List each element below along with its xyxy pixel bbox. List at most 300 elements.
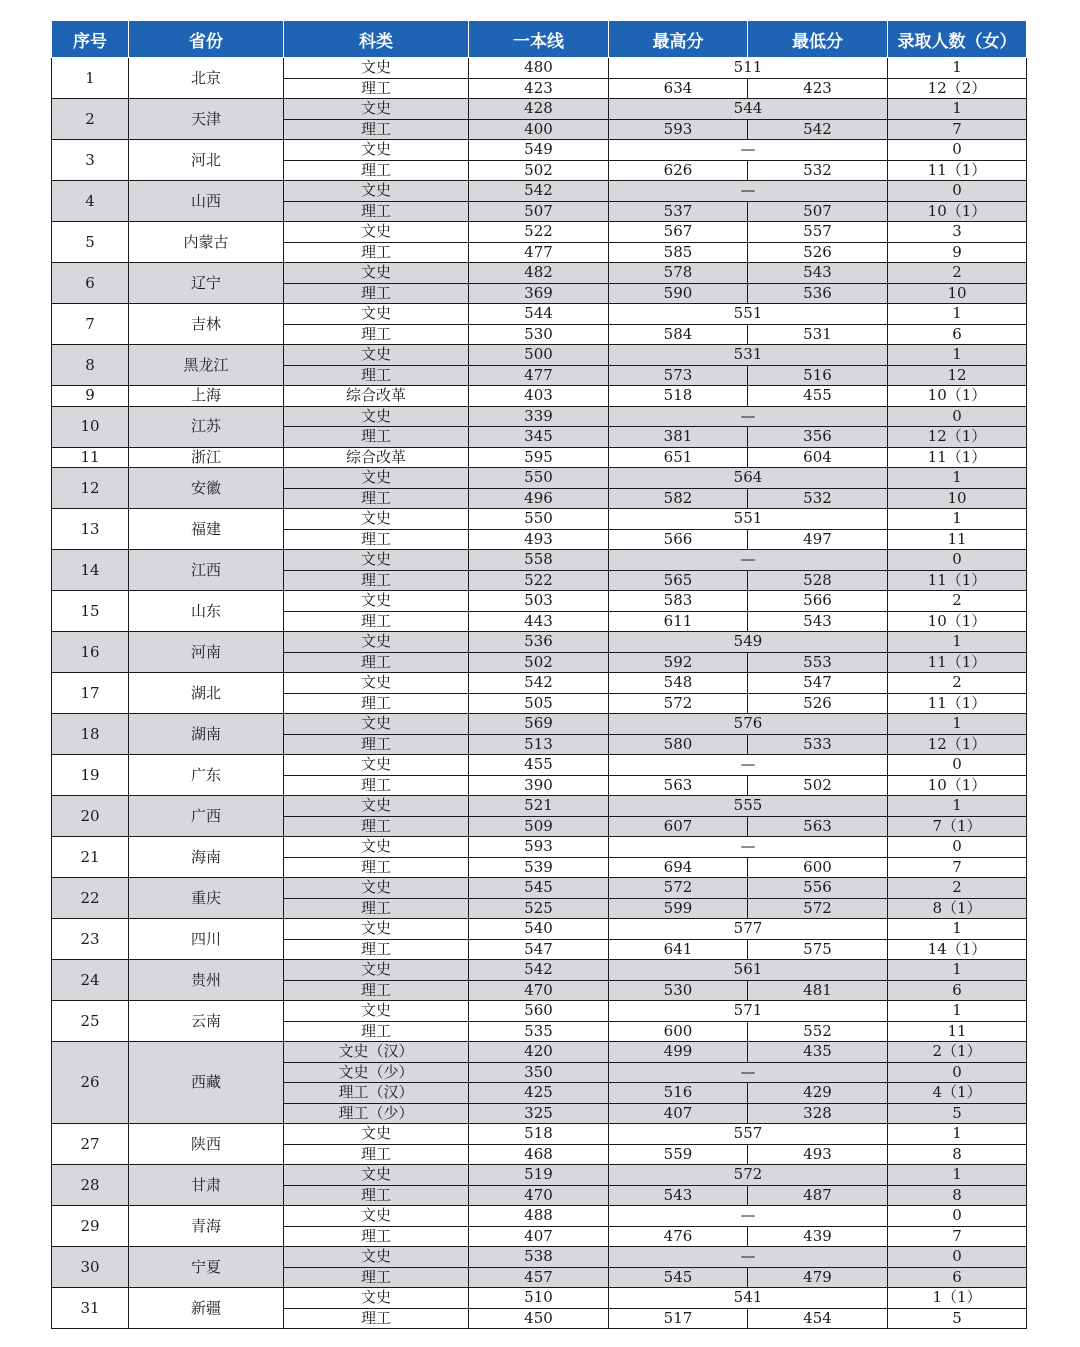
row-index-cell: 27 — [52, 1124, 129, 1165]
province-cell: 福建 — [129, 509, 284, 550]
max-score-cell: 582 — [609, 488, 748, 509]
min-score-cell: 526 — [748, 242, 888, 263]
admitted-count-cell: 6 — [888, 980, 1027, 1001]
max-score-cell: 592 — [609, 652, 748, 673]
first-tier-line-cell: 325 — [469, 1103, 609, 1124]
first-tier-line-cell: 507 — [469, 201, 609, 222]
first-tier-line-cell: 545 — [469, 878, 609, 899]
admitted-count-cell: 2 — [888, 263, 1027, 284]
first-tier-line-cell: 425 — [469, 1083, 609, 1104]
category-cell: 文史（汉） — [284, 1042, 469, 1063]
max-score-cell: 626 — [609, 160, 748, 181]
first-tier-line-cell: 407 — [469, 1226, 609, 1247]
max-score-cell: 565 — [609, 570, 748, 591]
first-tier-line-cell: 480 — [469, 58, 609, 79]
header-min-score: 最低分 — [748, 21, 888, 58]
table-row — [52, 1247, 1027, 1268]
first-tier-line-cell: 470 — [469, 980, 609, 1001]
row-index-cell: 17 — [52, 673, 129, 714]
max-score-cell: 566 — [609, 529, 748, 550]
min-score-cell: 526 — [748, 693, 888, 714]
min-score-cell: 328 — [748, 1103, 888, 1124]
max-score-cell: 694 — [609, 857, 748, 878]
category-cell: 文史 — [284, 673, 469, 694]
max-score-cell: 590 — [609, 283, 748, 304]
first-tier-line-cell: 550 — [469, 509, 609, 530]
min-score-cell: 532 — [748, 160, 888, 181]
max-score-cell: 407 — [609, 1103, 748, 1124]
header-first-tier-line: 一本线 — [469, 21, 609, 58]
table-row — [52, 837, 1027, 858]
first-tier-line-cell: 470 — [469, 1185, 609, 1206]
admitted-count-cell: 0 — [888, 140, 1027, 161]
first-tier-line-cell: 350 — [469, 1062, 609, 1083]
first-tier-line-cell: 369 — [469, 283, 609, 304]
province-cell: 海南 — [129, 837, 284, 878]
category-cell: 文史 — [284, 263, 469, 284]
first-tier-line-cell: 513 — [469, 734, 609, 755]
category-cell: 理工 — [284, 1267, 469, 1288]
first-tier-line-cell: 569 — [469, 714, 609, 735]
row-index-cell: 6 — [52, 263, 129, 304]
min-score-cell: 507 — [748, 201, 888, 222]
row-index-cell: 8 — [52, 345, 129, 386]
first-tier-line-cell: 493 — [469, 529, 609, 550]
admitted-count-cell: 12（1） — [888, 427, 1027, 448]
first-tier-line-cell: 547 — [469, 939, 609, 960]
max-score-cell: 580 — [609, 734, 748, 755]
max-score-cell: 584 — [609, 324, 748, 345]
admitted-count-cell: 1 — [888, 796, 1027, 817]
category-cell: 综合改革 — [284, 386, 469, 407]
min-score-cell: 536 — [748, 283, 888, 304]
admitted-count-cell: 8 — [888, 1144, 1027, 1165]
admitted-count-cell: 9 — [888, 242, 1027, 263]
admitted-count-cell: 1 — [888, 509, 1027, 530]
min-score-cell: 547 — [748, 673, 888, 694]
province-cell: 上海 — [129, 386, 284, 407]
max-score-cell: 559 — [609, 1144, 748, 1165]
province-cell: 陕西 — [129, 1124, 284, 1165]
first-tier-line-cell: 509 — [469, 816, 609, 837]
max-min-score-merged-cell: — — [609, 1062, 888, 1083]
max-score-cell: 543 — [609, 1185, 748, 1206]
admitted-count-cell: 11（1） — [888, 570, 1027, 591]
province-cell: 内蒙古 — [129, 222, 284, 263]
admitted-count-cell: 7 — [888, 857, 1027, 878]
row-index-cell: 1 — [52, 58, 129, 99]
category-cell: 文史 — [284, 714, 469, 735]
table-row — [52, 406, 1027, 427]
row-index-cell: 2 — [52, 99, 129, 140]
table-row — [52, 304, 1027, 325]
min-score-cell: 479 — [748, 1267, 888, 1288]
table-row — [52, 1288, 1027, 1309]
category-cell: 文史 — [284, 796, 469, 817]
admitted-count-cell: 1 — [888, 1124, 1027, 1145]
admitted-count-cell: 6 — [888, 1267, 1027, 1288]
category-cell: 综合改革 — [284, 447, 469, 468]
province-cell: 云南 — [129, 1001, 284, 1042]
category-cell: 文史 — [284, 960, 469, 981]
max-score-cell: 516 — [609, 1083, 748, 1104]
category-cell: 理工 — [284, 201, 469, 222]
max-min-score-merged-cell: — — [609, 1206, 888, 1227]
category-cell: 文史 — [284, 1165, 469, 1186]
category-cell: 理工 — [284, 693, 469, 714]
min-score-cell: 502 — [748, 775, 888, 796]
admitted-count-cell: 1 — [888, 304, 1027, 325]
first-tier-line-cell: 488 — [469, 1206, 609, 1227]
province-cell: 山东 — [129, 591, 284, 632]
max-min-score-merged-cell: — — [609, 406, 888, 427]
province-cell: 河北 — [129, 140, 284, 181]
max-min-score-merged-cell: 576 — [609, 714, 888, 735]
row-index-cell: 23 — [52, 919, 129, 960]
first-tier-line-cell: 542 — [469, 960, 609, 981]
min-score-cell: 575 — [748, 939, 888, 960]
row-index-cell: 14 — [52, 550, 129, 591]
first-tier-line-cell: 400 — [469, 119, 609, 140]
table-row — [52, 714, 1027, 735]
row-index-cell: 3 — [52, 140, 129, 181]
max-score-cell: 499 — [609, 1042, 748, 1063]
first-tier-line-cell: 522 — [469, 222, 609, 243]
table-row — [52, 960, 1027, 981]
admitted-count-cell: 10 — [888, 488, 1027, 509]
first-tier-line-cell: 505 — [469, 693, 609, 714]
header-index: 序号 — [52, 21, 129, 58]
max-score-cell: 476 — [609, 1226, 748, 1247]
table-row — [52, 796, 1027, 817]
table-row — [52, 919, 1027, 940]
category-cell: 理工 — [284, 980, 469, 1001]
min-score-cell: 543 — [748, 611, 888, 632]
first-tier-line-cell: 536 — [469, 632, 609, 653]
category-cell: 理工 — [284, 939, 469, 960]
admitted-count-cell: 12（1） — [888, 734, 1027, 755]
max-min-score-merged-cell: — — [609, 837, 888, 858]
category-cell: 文史 — [284, 1124, 469, 1145]
row-index-cell: 18 — [52, 714, 129, 755]
category-cell: 理工 — [284, 898, 469, 919]
max-score-cell: 563 — [609, 775, 748, 796]
category-cell: 文史 — [284, 550, 469, 571]
min-score-cell: 543 — [748, 263, 888, 284]
first-tier-line-cell: 530 — [469, 324, 609, 345]
admitted-count-cell: 0 — [888, 755, 1027, 776]
admitted-count-cell: 1 — [888, 468, 1027, 489]
province-cell: 黑龙江 — [129, 345, 284, 386]
max-min-score-merged-cell: 561 — [609, 960, 888, 981]
table-row — [52, 140, 1027, 161]
admitted-count-cell: 4（1） — [888, 1083, 1027, 1104]
max-score-cell: 607 — [609, 816, 748, 837]
row-index-cell: 24 — [52, 960, 129, 1001]
category-cell: 文史 — [284, 181, 469, 202]
admitted-count-cell: 1 — [888, 632, 1027, 653]
province-cell: 辽宁 — [129, 263, 284, 304]
first-tier-line-cell: 420 — [469, 1042, 609, 1063]
province-cell: 江苏 — [129, 406, 284, 447]
category-cell: 文史 — [284, 1247, 469, 1268]
admitted-count-cell: 1 — [888, 919, 1027, 940]
province-cell: 新疆 — [129, 1288, 284, 1329]
province-cell: 四川 — [129, 919, 284, 960]
max-score-cell: 585 — [609, 242, 748, 263]
max-score-cell: 572 — [609, 693, 748, 714]
province-cell: 青海 — [129, 1206, 284, 1247]
category-cell: 文史 — [284, 878, 469, 899]
table-header-row — [52, 21, 1027, 58]
admitted-count-cell: 12（2） — [888, 78, 1027, 99]
first-tier-line-cell: 549 — [469, 140, 609, 161]
max-min-score-merged-cell: 571 — [609, 1001, 888, 1022]
min-score-cell: 454 — [748, 1308, 888, 1329]
admitted-count-cell: 11（1） — [888, 652, 1027, 673]
admitted-count-cell: 12 — [888, 365, 1027, 386]
row-index-cell: 30 — [52, 1247, 129, 1288]
admitted-count-cell: 10（1） — [888, 201, 1027, 222]
category-cell: 理工 — [284, 1226, 469, 1247]
first-tier-line-cell: 510 — [469, 1288, 609, 1309]
min-score-cell: 429 — [748, 1083, 888, 1104]
admitted-count-cell: 0 — [888, 1062, 1027, 1083]
table-row — [52, 632, 1027, 653]
row-index-cell: 19 — [52, 755, 129, 796]
admitted-count-cell: 2 — [888, 673, 1027, 694]
admitted-count-cell: 8（1） — [888, 898, 1027, 919]
first-tier-line-cell: 560 — [469, 1001, 609, 1022]
max-min-score-merged-cell: 511 — [609, 58, 888, 79]
table-row — [52, 550, 1027, 571]
category-cell: 文史 — [284, 140, 469, 161]
header-province: 省份 — [129, 21, 284, 58]
category-cell: 理工 — [284, 775, 469, 796]
first-tier-line-cell: 403 — [469, 386, 609, 407]
first-tier-line-cell: 542 — [469, 673, 609, 694]
row-index-cell: 9 — [52, 386, 129, 407]
category-cell: 理工 — [284, 652, 469, 673]
max-score-cell: 599 — [609, 898, 748, 919]
first-tier-line-cell: 558 — [469, 550, 609, 571]
min-score-cell: 572 — [748, 898, 888, 919]
first-tier-line-cell: 496 — [469, 488, 609, 509]
min-score-cell: 497 — [748, 529, 888, 550]
row-index-cell: 13 — [52, 509, 129, 550]
category-cell: 理工（少） — [284, 1103, 469, 1124]
category-cell: 理工 — [284, 1185, 469, 1206]
max-min-score-merged-cell: — — [609, 755, 888, 776]
row-index-cell: 31 — [52, 1288, 129, 1329]
category-cell: 理工 — [284, 611, 469, 632]
table-row — [52, 1124, 1027, 1145]
max-min-score-merged-cell: 531 — [609, 345, 888, 366]
min-score-cell: 542 — [748, 119, 888, 140]
max-score-cell: 381 — [609, 427, 748, 448]
admitted-count-cell: 0 — [888, 181, 1027, 202]
min-score-cell: 557 — [748, 222, 888, 243]
category-cell: 理工 — [284, 488, 469, 509]
min-score-cell: 423 — [748, 78, 888, 99]
row-index-cell: 15 — [52, 591, 129, 632]
admitted-count-cell: 0 — [888, 1206, 1027, 1227]
first-tier-line-cell: 518 — [469, 1124, 609, 1145]
row-index-cell: 7 — [52, 304, 129, 345]
row-index-cell: 21 — [52, 837, 129, 878]
category-cell: 文史 — [284, 509, 469, 530]
province-cell: 吉林 — [129, 304, 284, 345]
category-cell: 文史 — [284, 222, 469, 243]
category-cell: 文史 — [284, 468, 469, 489]
admitted-count-cell: 1 — [888, 1165, 1027, 1186]
min-score-cell: 531 — [748, 324, 888, 345]
first-tier-line-cell: 339 — [469, 406, 609, 427]
max-min-score-merged-cell: 551 — [609, 509, 888, 530]
province-cell: 湖南 — [129, 714, 284, 755]
admitted-count-cell: 10 — [888, 283, 1027, 304]
admitted-count-cell: 11（1） — [888, 447, 1027, 468]
first-tier-line-cell: 519 — [469, 1165, 609, 1186]
admitted-count-cell: 11 — [888, 1021, 1027, 1042]
max-score-cell: 530 — [609, 980, 748, 1001]
admitted-count-cell: 3 — [888, 222, 1027, 243]
min-score-cell: 553 — [748, 652, 888, 673]
min-score-cell: 493 — [748, 1144, 888, 1165]
first-tier-line-cell: 390 — [469, 775, 609, 796]
category-cell: 文史 — [284, 58, 469, 79]
province-cell: 重庆 — [129, 878, 284, 919]
category-cell: 理工 — [284, 427, 469, 448]
max-score-cell: 517 — [609, 1308, 748, 1329]
category-cell: 文史 — [284, 837, 469, 858]
max-score-cell: 634 — [609, 78, 748, 99]
min-score-cell: 556 — [748, 878, 888, 899]
max-min-score-merged-cell: — — [609, 140, 888, 161]
category-cell: 理工 — [284, 1021, 469, 1042]
admitted-count-cell: 11 — [888, 529, 1027, 550]
category-cell: 理工 — [284, 529, 469, 550]
category-cell: 文史 — [284, 591, 469, 612]
category-cell: 理工 — [284, 283, 469, 304]
first-tier-line-cell: 521 — [469, 796, 609, 817]
table-row — [52, 1206, 1027, 1227]
province-cell: 安徽 — [129, 468, 284, 509]
admitted-count-cell: 7（1） — [888, 816, 1027, 837]
first-tier-line-cell: 595 — [469, 447, 609, 468]
first-tier-line-cell: 450 — [469, 1308, 609, 1329]
admitted-count-cell: 1 — [888, 960, 1027, 981]
table-row — [52, 1042, 1027, 1063]
row-index-cell: 12 — [52, 468, 129, 509]
first-tier-line-cell: 443 — [469, 611, 609, 632]
category-cell: 理工 — [284, 816, 469, 837]
first-tier-line-cell: 482 — [469, 263, 609, 284]
table-row — [52, 447, 1027, 468]
first-tier-line-cell: 457 — [469, 1267, 609, 1288]
admitted-count-cell: 1 — [888, 345, 1027, 366]
province-cell: 天津 — [129, 99, 284, 140]
table-body — [52, 58, 1027, 1329]
max-score-cell: 641 — [609, 939, 748, 960]
province-cell: 西藏 — [129, 1042, 284, 1124]
category-cell: 文史 — [284, 1001, 469, 1022]
table-row — [52, 591, 1027, 612]
max-min-score-merged-cell: 544 — [609, 99, 888, 120]
header-max-score: 最高分 — [609, 21, 748, 58]
max-score-cell: 593 — [609, 119, 748, 140]
row-index-cell: 11 — [52, 447, 129, 468]
min-score-cell: 566 — [748, 591, 888, 612]
category-cell: 文史 — [284, 632, 469, 653]
min-score-cell: 487 — [748, 1185, 888, 1206]
header-category: 科类 — [284, 21, 469, 58]
first-tier-line-cell: 544 — [469, 304, 609, 325]
admitted-count-cell: 1 — [888, 714, 1027, 735]
row-index-cell: 29 — [52, 1206, 129, 1247]
max-score-cell: 567 — [609, 222, 748, 243]
admitted-count-cell: 11（1） — [888, 160, 1027, 181]
min-score-cell: 481 — [748, 980, 888, 1001]
max-score-cell: 537 — [609, 201, 748, 222]
max-min-score-merged-cell: 557 — [609, 1124, 888, 1145]
category-cell: 文史 — [284, 755, 469, 776]
first-tier-line-cell: 503 — [469, 591, 609, 612]
min-score-cell: 356 — [748, 427, 888, 448]
max-score-cell: 578 — [609, 263, 748, 284]
row-index-cell: 25 — [52, 1001, 129, 1042]
first-tier-line-cell: 538 — [469, 1247, 609, 1268]
first-tier-line-cell: 525 — [469, 898, 609, 919]
first-tier-line-cell: 522 — [469, 570, 609, 591]
table-row — [52, 878, 1027, 899]
admitted-count-cell: 14（1） — [888, 939, 1027, 960]
province-cell: 湖北 — [129, 673, 284, 714]
first-tier-line-cell: 477 — [469, 242, 609, 263]
max-score-cell: 545 — [609, 1267, 748, 1288]
max-score-cell: 548 — [609, 673, 748, 694]
admitted-count-cell: 7 — [888, 119, 1027, 140]
row-index-cell: 20 — [52, 796, 129, 837]
table-row — [52, 386, 1027, 407]
first-tier-line-cell: 468 — [469, 1144, 609, 1165]
category-cell: 文史 — [284, 1288, 469, 1309]
admitted-count-cell: 0 — [888, 1247, 1027, 1268]
category-cell: 理工 — [284, 857, 469, 878]
province-cell: 贵州 — [129, 960, 284, 1001]
min-score-cell: 604 — [748, 447, 888, 468]
category-cell: 理工 — [284, 1308, 469, 1329]
admitted-count-cell: 2 — [888, 878, 1027, 899]
max-min-score-merged-cell: 549 — [609, 632, 888, 653]
table-row — [52, 99, 1027, 120]
table-row — [52, 755, 1027, 776]
province-cell: 山西 — [129, 181, 284, 222]
admitted-count-cell: 7 — [888, 1226, 1027, 1247]
admitted-count-cell: 5 — [888, 1308, 1027, 1329]
category-cell: 理工 — [284, 365, 469, 386]
province-cell: 浙江 — [129, 447, 284, 468]
category-cell: 文史 — [284, 304, 469, 325]
admitted-count-cell: 5 — [888, 1103, 1027, 1124]
first-tier-line-cell: 500 — [469, 345, 609, 366]
admissions-table — [51, 20, 1027, 1329]
category-cell: 理工 — [284, 78, 469, 99]
table-row — [52, 468, 1027, 489]
header-admitted-count: 录取人数（女） — [888, 21, 1027, 58]
max-score-cell: 600 — [609, 1021, 748, 1042]
max-min-score-merged-cell: 555 — [609, 796, 888, 817]
